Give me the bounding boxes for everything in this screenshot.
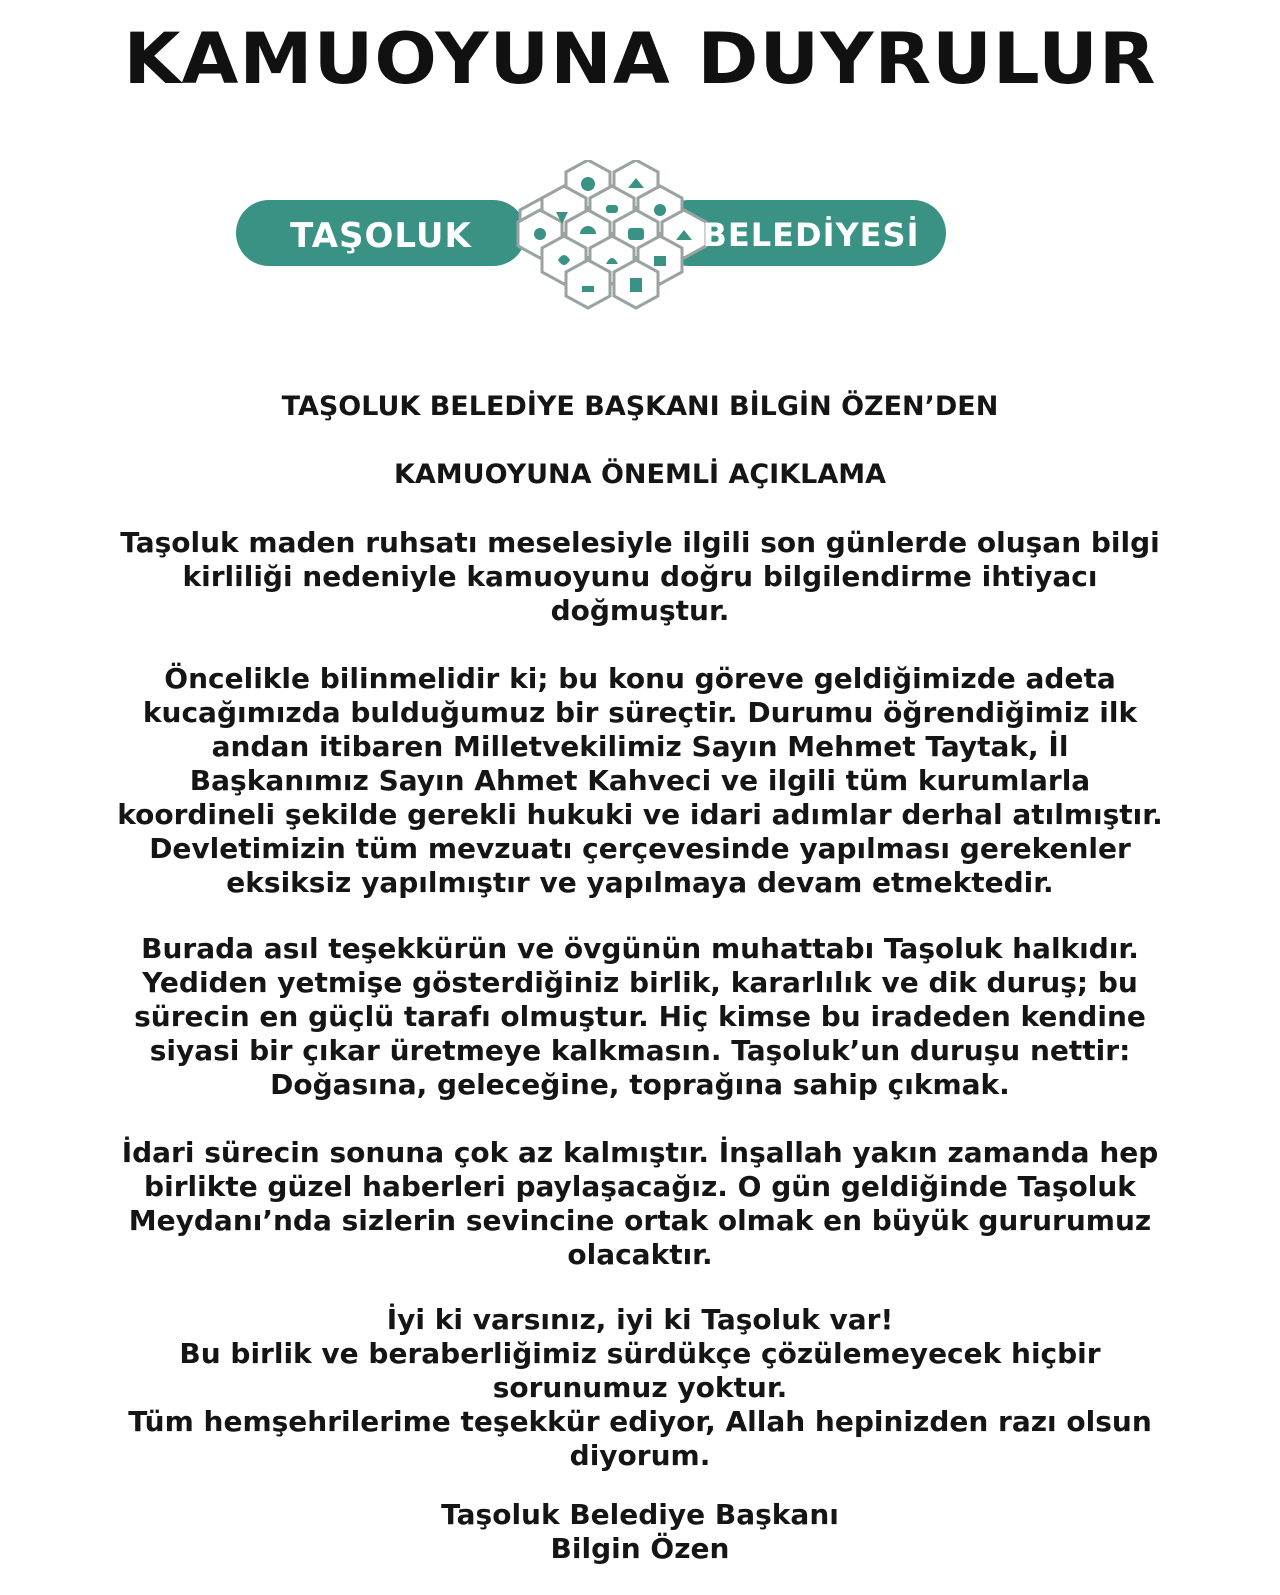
paragraph-4	[60, 1136, 1220, 1272]
paragraph-2	[60, 662, 1220, 900]
paragraph-line: olacaktır.	[567, 1238, 713, 1271]
paragraph-line: Yediden yetmişe gösterdiğiniz birlik, kararlılık ve dik duruş; bu	[142, 966, 1138, 999]
paragraph-line: Başkanımız Sayın Ahmet Kahveci ve ilgili tüm kurumlarla	[189, 764, 1091, 797]
paragraph-3	[60, 932, 1220, 1102]
paragraph-line: Meydanı’nda sizlerin sevincine ortak olmak en büyük gururumuz	[128, 1204, 1152, 1237]
headline: KAMUOYUNA DUYRULUR	[123, 18, 1157, 100]
signature-block	[60, 1498, 1220, 1566]
paragraph-line: eksiksiz yapılmıştır ve yapılmaya devam etmektedir.	[226, 866, 1054, 899]
honeycomb-icon	[518, 160, 706, 308]
paragraph-line: doğmuştur.	[550, 594, 730, 627]
signature-title: Taşoluk Belediye Başkanı	[441, 1498, 839, 1531]
paragraph-line: Tüm hemşehrilerime teşekkür ediyor, Allah hepinizden razı olsun	[128, 1405, 1152, 1438]
paragraph-line: siyasi bir çıkar üretmeye kalkmasın. Taşoluk’un duruşu nettir:	[149, 1034, 1131, 1067]
paragraph-line: Doğasına, geleceğine, toprağına sahip çıkmak.	[270, 1068, 1010, 1101]
paragraph-line: Taşoluk maden ruhsatı meselesiyle ilgili son günlerde oluşan bilgi	[120, 526, 1160, 559]
paragraph-line: diyorum.	[569, 1439, 711, 1472]
statement-heading: TAŞOLUK BELEDİYE BAŞKANI BİLGİN ÖZEN’DEN	[281, 391, 999, 422]
paragraph-line: kirliliği nedeniyle kamuoyunu doğru bilgilendirme ihtiyacı	[182, 560, 1098, 593]
paragraph-line: Devletimizin tüm mevzuatı çerçevesinde yapılması gerekenler	[149, 832, 1131, 865]
paragraph-line: Öncelikle bilinmelidir ki; bu konu göreve geldiğimizde adeta	[164, 662, 1116, 695]
paragraph-line: birlikte güzel haberleri paylaşacağız. O gün geldiğinde Taşoluk	[144, 1170, 1136, 1203]
paragraph-line: Burada asıl teşekkürün ve övgünün muhattabı Taşoluk halkıdır.	[141, 932, 1139, 965]
paragraph-line: Bu birlik ve beraberliğimiz sürdükçe çözülemeyecek hiçbir	[179, 1337, 1101, 1370]
signature-name: Bilgin Özen	[550, 1532, 730, 1565]
paragraph-line: koordineli şekilde gerekli hukuki ve idari adımlar derhal atılmıştır.	[117, 798, 1163, 831]
logo-left-text: TAŞOLUK	[290, 216, 472, 256]
paragraph-line: İdari sürecin sonuna çok az kalmıştır. İnşallah yakın zamanda hep	[121, 1136, 1159, 1169]
paragraph-line: kucağımızda bulduğumuz bir süreçtir. Durumu öğrendiğimiz ilk	[142, 696, 1138, 729]
municipality-logo	[236, 160, 966, 310]
paragraph-line: andan itibaren Milletvekilimiz Sayın Mehmet Taytak, İl	[211, 730, 1069, 763]
paragraph-5	[60, 1303, 1220, 1473]
paragraph-line: sorunumuz yoktur.	[492, 1371, 788, 1404]
statement-subheading: KAMUOYUNA ÖNEMLİ AÇIKLAMA	[393, 459, 887, 490]
logo-right-text: BELEDİYESİ	[702, 216, 920, 254]
paragraph-line: sürecin en güçlü tarafı olmuştur. Hiç kimse bu iradeden kendine	[134, 1000, 1146, 1033]
paragraph-1	[60, 526, 1220, 628]
paragraph-line: İyi ki varsınız, iyi ki Taşoluk var!	[386, 1303, 894, 1336]
